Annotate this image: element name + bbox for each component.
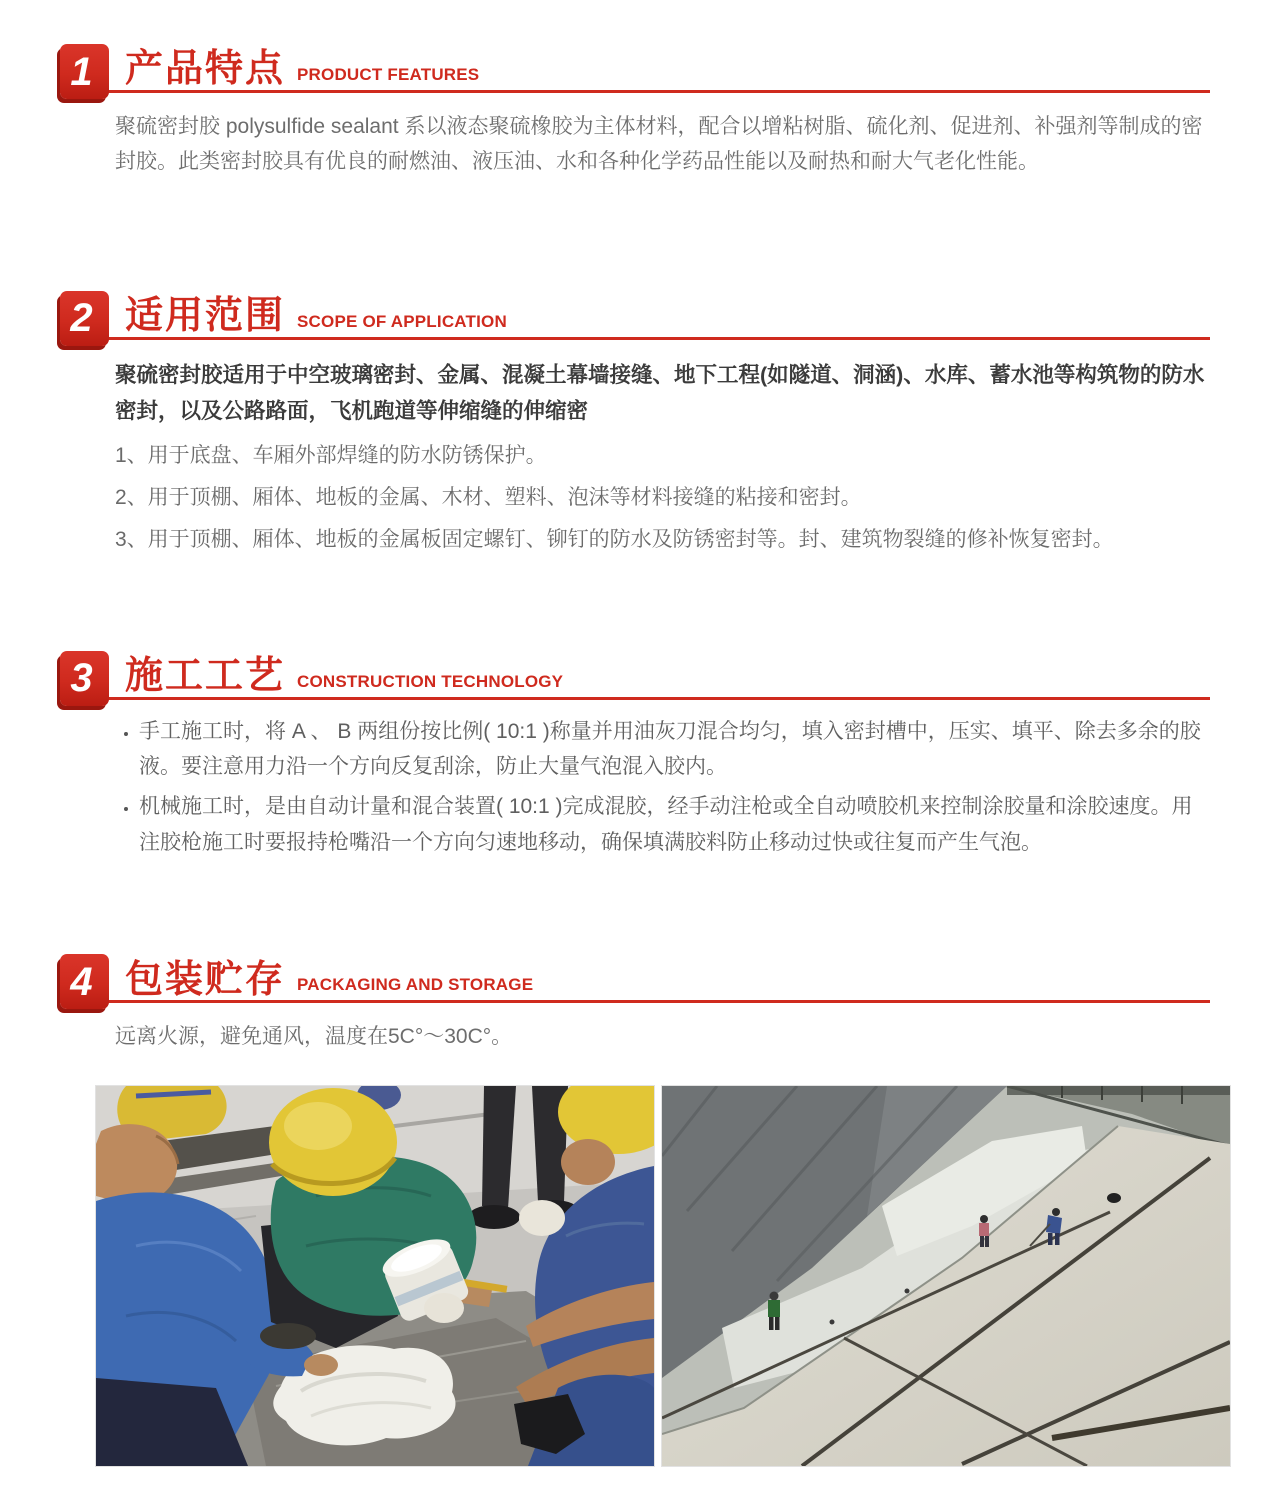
- section-title-cn: 适用范围: [125, 294, 286, 337]
- section-1-header: [60, 36, 1210, 93]
- section-title-cn: 包装贮存: [125, 958, 286, 1001]
- section-construction-technology: [60, 643, 1210, 861]
- section-4-body: [60, 1019, 1210, 1054]
- bullet-item: • 手工施工时，将 A 、 B 两组份按比例( 10:1 )称量并用油灰刀混合均匀，填入密封槽中，压实、填平、除去多余的胶液。要注意用力沿一个方向反复刮涂，防止大量气泡混入胶内。: [139, 714, 1210, 785]
- scope-lead-paragraph: 聚硫密封胶适用于中空玻璃密封、金属、混凝土幕墙接缝、地下工程(如隧道、洞涵)、水库、蓄水池等构筑物的防水密封，以及公路路面，飞机跑道等伸缩缝的伸缩密: [115, 362, 1205, 424]
- section-2-body: [60, 357, 1210, 557]
- photo-row: [95, 1085, 1210, 1467]
- section-2-number-badge: [60, 291, 109, 346]
- section-title-en: PACKAGING AND STORAGE: [297, 975, 534, 995]
- section-number: 3: [70, 656, 93, 701]
- section-3-number-badge: [60, 651, 109, 706]
- bullet-item: • 机械施工时，是由自动计量和混合装置( 10:1 )完成混胶，经手动注枪或全自动喷胶机来控制涂胶量和涂胶速度。用注胶枪施工时要报持枪嘴沿一个方向匀速地移动，确保填满胶料防止移动过快或往复而产生气泡。: [139, 789, 1210, 860]
- worker-figure-pink: [979, 1215, 989, 1247]
- workers-mixing-sealant-photo: [95, 1085, 655, 1467]
- construction-bullet-list: [115, 714, 1210, 861]
- section-1-number-badge: [60, 44, 109, 99]
- concrete-slope-joint-photo: [661, 1085, 1231, 1467]
- section-4-header: [60, 946, 1210, 1003]
- section-title-en: CONSTRUCTION TECHNOLOGY: [297, 671, 564, 691]
- section-scope-of-application: [60, 283, 1210, 557]
- section-4-number-badge: [60, 954, 109, 1009]
- section-packaging-and-storage: [60, 946, 1210, 1054]
- section-3-header: [60, 643, 1210, 700]
- workers-mixing-sealant-illustration: [96, 1086, 654, 1466]
- list-item: 3、用于顶棚、厢体、地板的金属板固定螺钉、铆钉的防水及防锈密封等。封、建筑物裂缝的修补恢复密封。: [115, 527, 1114, 551]
- section-title-cn: 产品特点: [125, 48, 286, 91]
- scope-numbered-list: [115, 439, 1210, 557]
- section-title-en: PRODUCT FEATURES: [297, 65, 480, 84]
- section-3-body: [60, 714, 1210, 861]
- section-title-en: SCOPE OF APPLICATION: [297, 311, 507, 331]
- section-2-header: [60, 283, 1210, 340]
- features-paragraph: 聚硫密封胶 polysulfide sealant 系以液态聚硫橡胶为主体材料，配合以增粘树脂、硫化剂、促进剂、补强剂等制成的密封胶。此类密封胶具有优良的耐燃油、液压油、水和各种化学药品性能以及耐热和耐大气老化性能。: [115, 115, 1203, 174]
- section-title-cn: 施工工艺: [125, 654, 286, 697]
- section-product-features: [60, 36, 1210, 180]
- section-number: 4: [70, 959, 93, 1004]
- storage-paragraph: 远离火源，避免通风，温度在5C°～30C°。: [115, 1025, 513, 1049]
- list-item: 2、用于顶棚、厢体、地板的金属、木材、塑料、泡沫等材料接缝的粘接和密封。: [115, 485, 862, 509]
- list-item: 1、用于底盘、车厢外部焊缝的防水防锈保护。: [115, 443, 547, 467]
- section-1-body: [60, 109, 1210, 180]
- concrete-slope-illustration: [662, 1086, 1230, 1466]
- section-number: 1: [70, 49, 93, 94]
- section-number: 2: [70, 296, 93, 341]
